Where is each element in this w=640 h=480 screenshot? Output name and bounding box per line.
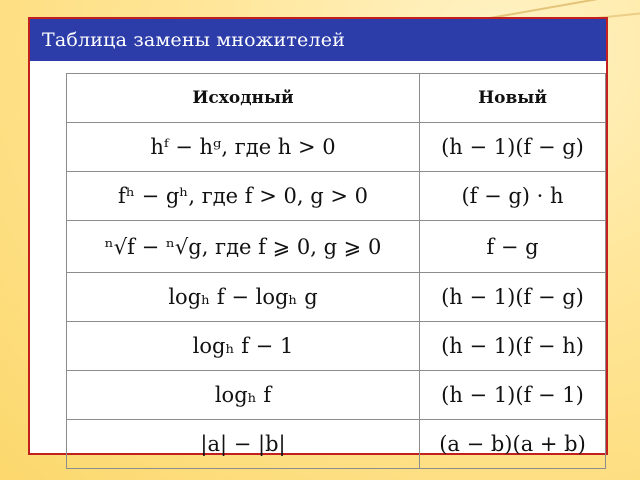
- original-expression: logₕ f − 1: [67, 322, 420, 371]
- table-row: [67, 420, 606, 469]
- header-original: Исходный: [67, 74, 420, 123]
- replacement-table-wrap: [66, 73, 604, 469]
- replacement-expression: (h − 1)(f − h): [420, 322, 606, 371]
- replacement-table: [66, 73, 606, 469]
- replacement-expression: (a − b)(a + b): [420, 420, 606, 469]
- original-expression: logₕ f − logₕ g: [67, 273, 420, 322]
- replacement-expression: (h − 1)(f − 1): [420, 371, 606, 420]
- slide-title-bar: [30, 19, 606, 61]
- table-header-row: [67, 74, 606, 123]
- table-row: [67, 322, 606, 371]
- original-expression: fʰ − gʰ, где f > 0, g > 0: [67, 172, 420, 221]
- table-row: [67, 371, 606, 420]
- table-row: [67, 172, 606, 221]
- table-row: [67, 123, 606, 172]
- header-replacement: Новый: [420, 74, 606, 123]
- replacement-expression: (f − g) · h: [420, 172, 606, 221]
- replacement-expression: (h − 1)(f − g): [420, 123, 606, 172]
- table-row: [67, 273, 606, 322]
- slide-title: Таблица замены множителей: [42, 29, 346, 51]
- original-expression: logₕ f: [67, 371, 420, 420]
- original-expression: |a| − |b|: [67, 420, 420, 469]
- original-expression: ⁿ√f − ⁿ√g, где f ⩾ 0, g ⩾ 0: [67, 221, 420, 273]
- table-row: [67, 221, 606, 273]
- replacement-expression: (h − 1)(f − g): [420, 273, 606, 322]
- original-expression: hᶠ − hᵍ, где h > 0: [67, 123, 420, 172]
- replacement-expression: f − g: [420, 221, 606, 273]
- slide-panel: [28, 17, 608, 455]
